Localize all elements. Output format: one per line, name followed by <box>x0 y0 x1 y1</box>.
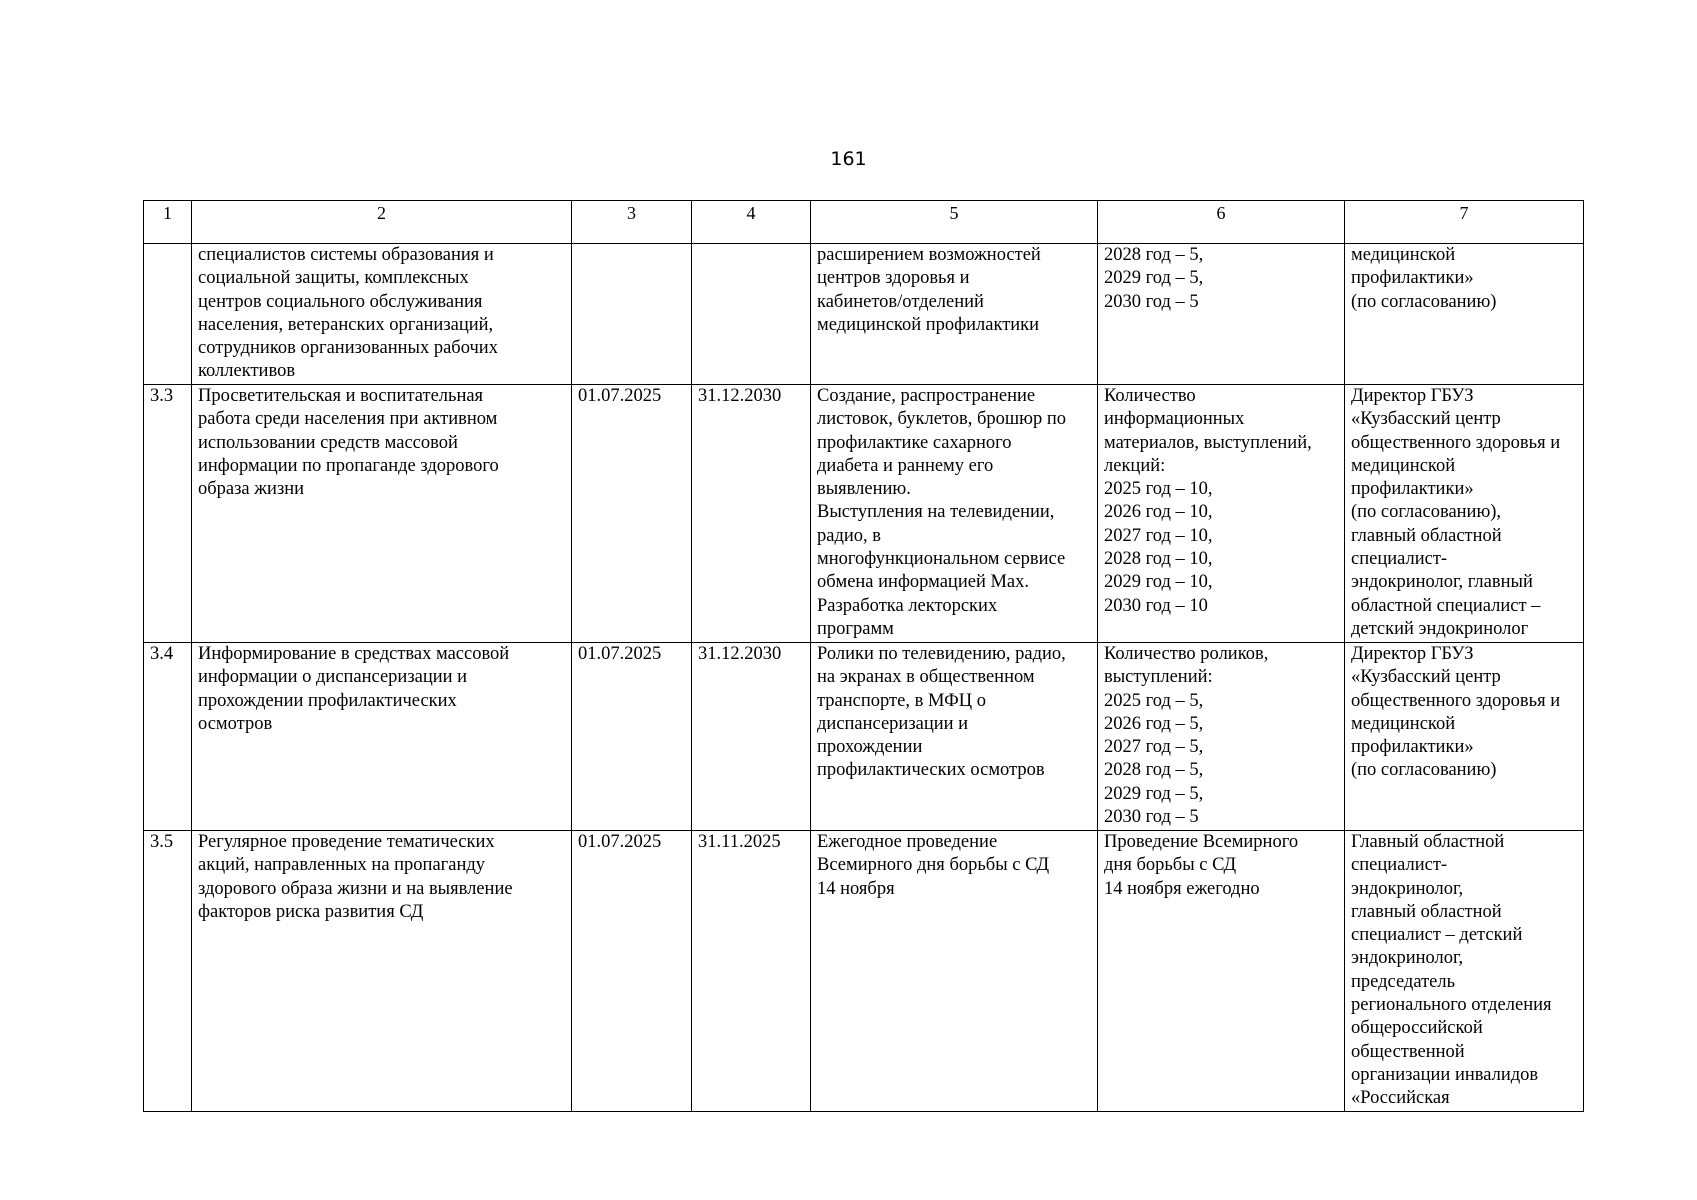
end-date-cell: 31.12.2030 <box>692 643 811 831</box>
result-cell: расширением возможностей центров здоровья и кабинетов/отделений медицинской профилактики <box>811 244 1098 385</box>
table-header-row <box>144 201 1584 244</box>
activity-cell: Регулярное проведение тематических акций, направленных на пропаганду здорового образа жизни и на выявление факторов риска развития СД <box>192 831 572 1112</box>
column-header: 2 <box>192 201 572 244</box>
table-row <box>144 643 1584 831</box>
column-header: 6 <box>1098 201 1345 244</box>
table-row <box>144 385 1584 643</box>
table-row <box>144 244 1584 385</box>
row-number-cell: 3.5 <box>144 831 192 1112</box>
column-header: 1 <box>144 201 192 244</box>
column-header: 7 <box>1345 201 1584 244</box>
end-date-cell <box>692 244 811 385</box>
result-cell: Ежегодное проведение Всемирного дня борьбы с СД 14 ноября <box>811 831 1098 1112</box>
column-header: 4 <box>692 201 811 244</box>
activity-cell: специалистов системы образования и социальной защиты, комплексных центров социального обслуживания населения, ветеранских организаций, сотрудников организованных рабочих коллективов <box>192 244 572 385</box>
indicator-cell: Количество информационных материалов, выступлений, лекций: 2025 год – 10, 2026 год – 10, 2027 год – 10, 2028 год – 10, 2029 год – 10, 2030 год – 10 <box>1098 385 1345 643</box>
table-row <box>144 831 1584 1112</box>
responsible-cell: Директор ГБУЗ «Кузбасский центр общественного здоровья и медицинской профилактики» (по согласованию) <box>1345 643 1584 831</box>
start-date-cell: 01.07.2025 <box>572 385 692 643</box>
responsible-cell: Главный областной специалист- эндокринолог, главный областной специалист – детский эндокринолог, председатель регионального отделения общероссийской общественной организации инвалидов «Российская <box>1345 831 1584 1112</box>
result-cell: Создание, распространение листовок, буклетов, брошюр по профилактике сахарного диабета и раннему его выявлению. Выступления на телевидении, радио, в многофункциональном сервисе обмена информацией Max. Разработка лекторских программ <box>811 385 1098 643</box>
activity-cell: Просветительская и воспитательная работа среди населения при активном использовании средств массовой информации по пропаганде здорового образа жизни <box>192 385 572 643</box>
responsible-cell: медицинской профилактики» (по согласованию) <box>1345 244 1584 385</box>
activity-cell: Информирование в средствах массовой информации о диспансеризации и прохождении профилактических осмотров <box>192 643 572 831</box>
indicator-cell: 2028 год – 5, 2029 год – 5, 2030 год – 5 <box>1098 244 1345 385</box>
column-header: 5 <box>811 201 1098 244</box>
activity-plan-table <box>143 200 1584 1112</box>
indicator-cell: Количество роликов, выступлений: 2025 год – 5, 2026 год – 5, 2027 год – 5, 2028 год – 5, 2029 год – 5, 2030 год – 5 <box>1098 643 1345 831</box>
responsible-cell: Директор ГБУЗ «Кузбасский центр общественного здоровья и медицинской профилактики» (по согласованию), главный областной специалист- эндокринолог, главный областной специалист – детский эндокринолог <box>1345 385 1584 643</box>
page-number: 161 <box>830 148 867 170</box>
result-cell: Ролики по телевидению, радио, на экранах в общественном транспорте, в МФЦ о диспансеризации и прохождении профилактических осмотров <box>811 643 1098 831</box>
start-date-cell: 01.07.2025 <box>572 643 692 831</box>
row-number-cell <box>144 244 192 385</box>
indicator-cell: Проведение Всемирного дня борьбы с СД 14 ноября ежегодно <box>1098 831 1345 1112</box>
row-number-cell: 3.4 <box>144 643 192 831</box>
start-date-cell <box>572 244 692 385</box>
row-number-cell: 3.3 <box>144 385 192 643</box>
end-date-cell: 31.12.2030 <box>692 385 811 643</box>
column-header: 3 <box>572 201 692 244</box>
start-date-cell: 01.07.2025 <box>572 831 692 1112</box>
end-date-cell: 31.11.2025 <box>692 831 811 1112</box>
